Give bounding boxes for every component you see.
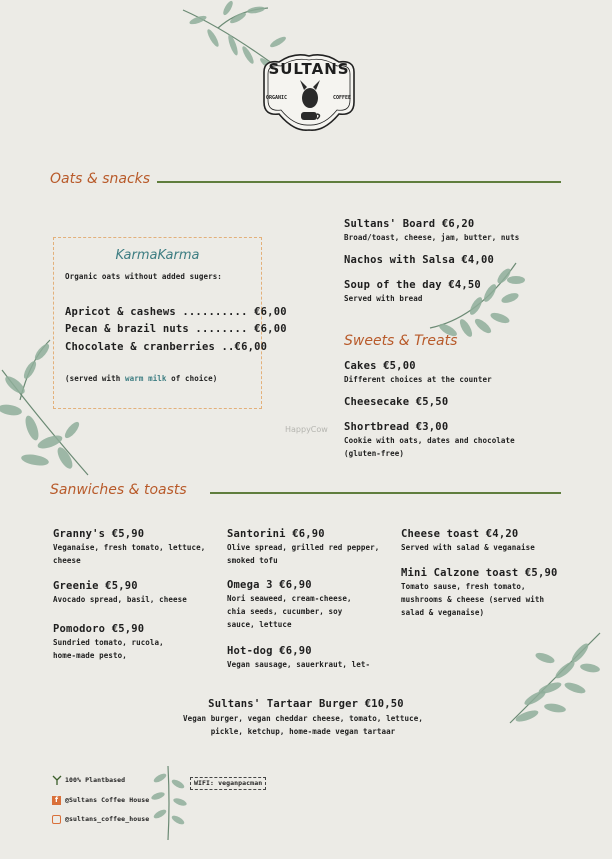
sweet-desc: Cookie with oats, dates and chocolate (gluten-free) — [344, 436, 515, 458]
left-leaves-decoration — [0, 330, 95, 480]
karma-note-highlight: warm milk — [125, 374, 167, 383]
snack-title: Sultans' Board €6,20 — [344, 218, 475, 230]
sandwich-title: Hot-dog €6,90 — [227, 645, 312, 657]
happycow-watermark: HappyCow — [285, 425, 328, 434]
sweet-desc: Different choices at the counter — [344, 375, 492, 384]
logo-left-text: ORGANIC — [266, 95, 288, 101]
sandwich-desc: Served with salad & veganaise — [401, 543, 535, 552]
instagram-icon — [52, 815, 61, 824]
snack-desc: Served with bread — [344, 294, 423, 303]
sandwich-title: Mini Calzone toast €5,90 — [401, 567, 558, 579]
sandwich-title: Santorini €6,90 — [227, 528, 325, 540]
footer-plantbased: 100% Plantbased — [65, 776, 126, 784]
sweet-title: Cakes €5,00 — [344, 360, 416, 372]
section-rule-oats — [157, 181, 561, 183]
footer-instagram[interactable]: @sultans_coffee_house — [65, 815, 150, 823]
karma-title: KarmaKarma — [115, 248, 200, 263]
plant-icon — [52, 775, 62, 785]
logo-name: SULTANS — [268, 60, 350, 78]
snack-title: Soup of the day €4,50 — [344, 279, 481, 291]
sandwich-desc: Vegan sausage, sauerkraut, let- — [227, 660, 371, 669]
section-title-oats: Oats & snacks — [50, 171, 151, 187]
burger-desc: Vegan burger, vegan cheddar cheese, tomato, lettuce, pickle, ketchup, home-made vegan tartaar — [183, 714, 423, 736]
section-rule-sandwiches — [210, 492, 561, 494]
footer-leaves-decoration — [148, 764, 190, 840]
logo-right-text: COFFEE — [333, 95, 352, 101]
karma-subtitle: Organic oats without added sugers: — [65, 272, 222, 281]
snack-desc: Broad/toast, cheese, jam, butter, nuts — [344, 233, 520, 242]
facebook-icon: f — [52, 796, 61, 805]
snack-title: Nachos with Salsa €4,00 — [344, 254, 494, 266]
sandwich-desc: Veganaise, fresh tomato, lettuce, cheese — [53, 543, 206, 565]
sandwich-title: Pomodoro €5,90 — [53, 623, 145, 635]
karma-item: Pecan & brazil nuts ........ €6,00 — [65, 323, 287, 335]
sweet-title: Shortbread €3,00 — [344, 421, 449, 433]
karma-note-prefix: (served with — [65, 374, 125, 383]
sandwich-title: Greenie €5,90 — [53, 580, 138, 592]
sandwich-title: Granny's €5,90 — [53, 528, 145, 540]
bottom-right-leaves-decoration — [505, 628, 605, 728]
sandwich-desc: Olive spread, grilled red pepper, smoked tofu — [227, 543, 380, 565]
right-leaves-decoration — [428, 258, 528, 340]
footer-facebook[interactable]: @Sultans Coffee House — [65, 796, 150, 804]
sandwich-desc: Sundried tomato, rucola, home-made pesto, — [53, 638, 164, 660]
section-title-sweets: Sweets & Treats — [344, 333, 458, 349]
karma-item: Chocolate & cranberries ..€6,00 — [65, 341, 268, 353]
footer-wifi: WIFI: veganpacman — [190, 777, 266, 790]
karma-note-suffix: of choice) — [166, 374, 218, 383]
sandwich-desc: Nori seaweed, cream-cheese, chia seeds, cucumber, soy sauce, lettuce — [227, 594, 352, 629]
sandwich-title: Omega 3 €6,90 — [227, 579, 312, 591]
burger-title: Sultans' Tartaar Burger €10,50 — [208, 698, 404, 710]
section-title-sandwiches: Sanwiches & toasts — [50, 482, 187, 498]
sandwich-title: Cheese toast €4,20 — [401, 528, 519, 540]
sweet-title: Cheesecake €5,50 — [344, 396, 449, 408]
sandwich-desc: Avocado spread, basil, cheese — [53, 595, 187, 604]
sandwich-desc: Tomato sause, fresh tomato, mushrooms & cheese (served with salad & veganaise) — [401, 582, 545, 617]
karma-item: Apricot & cashews .......... €6,00 — [65, 306, 287, 318]
